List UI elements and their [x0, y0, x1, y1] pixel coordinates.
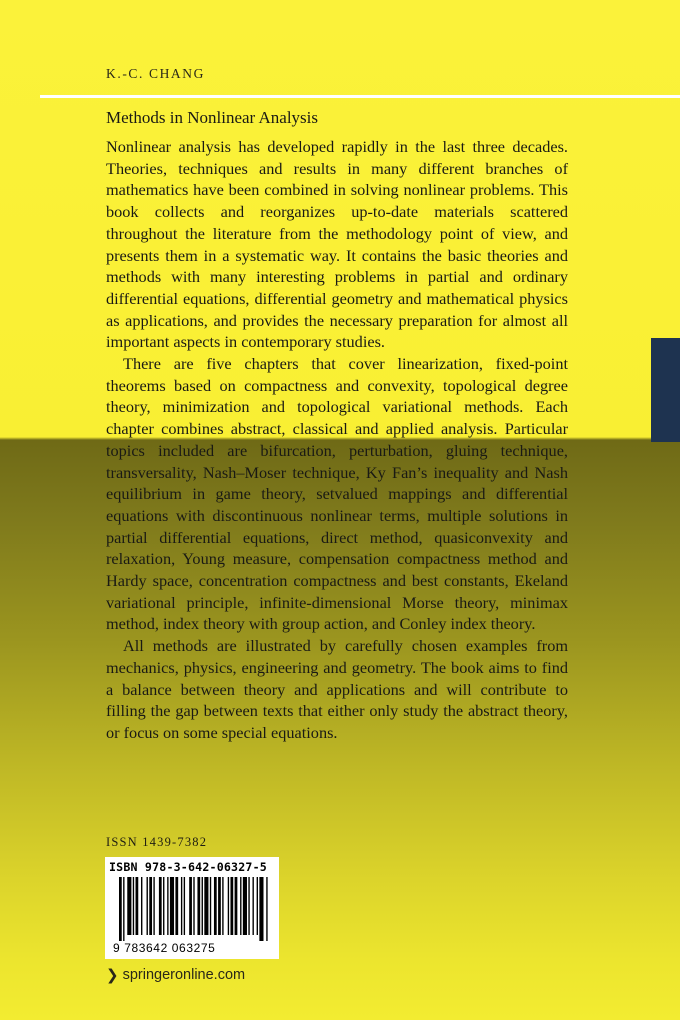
- barcode-digits: 9 783642 063275: [113, 941, 216, 955]
- barcode-bars: [119, 877, 269, 941]
- barcode-label: [105, 857, 279, 959]
- website-link[interactable]: [106, 966, 245, 984]
- blurb: [106, 136, 568, 744]
- side-color-tab: [651, 338, 680, 442]
- header-rule: [40, 95, 680, 98]
- isbn-text: ISBN 978-3-642-06327-5: [109, 860, 267, 874]
- blurb-paragraph-1: Nonlinear analysis has developed rapidly in the last three decades. Theories, techniques and results in many different branches of mathematics have been combined in solving nonlinear problems. This book collects and reorganizes up-to-date materials scattered throughout the literature from the methodology point of view, and presents them in a systematic way. It contains the basic theories and methods with many interesting problems in partial and ordinary differential equations, differential geometry and mathematical physics as applications, and provides the necessary preparation for almost all important aspects in contemporary studies.: [106, 137, 568, 352]
- author-name: K.-C. CHANG: [106, 66, 205, 81]
- book-title: Methods in Nonlinear Analysis: [106, 108, 319, 127]
- blurb-paragraph-2: There are five chapters that cover linearization, fixed-point theorems based on compactness and convexity, topological degree theory, minimization and topological variational methods. Each chapter combines abstract, classical and applied analysis. Particular topics included are bifurcation, perturbation, gluing technique, transversality, Nash–Moser technique, Ky Fan’s inequality and Nash equilibrium in game theory, setvalued mappings and differential equations with discontinuous nonlinear terms, multiple solutions in partial differential equations, direct method, quasiconvexity and relaxation, Young measure, compensation compactness method and Hardy space, concentration compactness and best constants, Ekeland variational principle, infinite-dimensional Morse theory, minimax method, index theory with group action, and Conley index theory.: [106, 354, 568, 634]
- website-text: springeronline.com: [122, 967, 246, 983]
- chevron-right-icon: ❯: [106, 967, 119, 984]
- issn-label: ISSN 1439-7382: [106, 835, 208, 849]
- blurb-paragraph-3: All methods are illustrated by carefully chosen examples from mechanics, physics, engineering and geometry. The book aims to find a balance between theory and applications and will contribute to filling the gap between texts that either only study the abstract theory, or focus on some special equations.: [106, 636, 568, 742]
